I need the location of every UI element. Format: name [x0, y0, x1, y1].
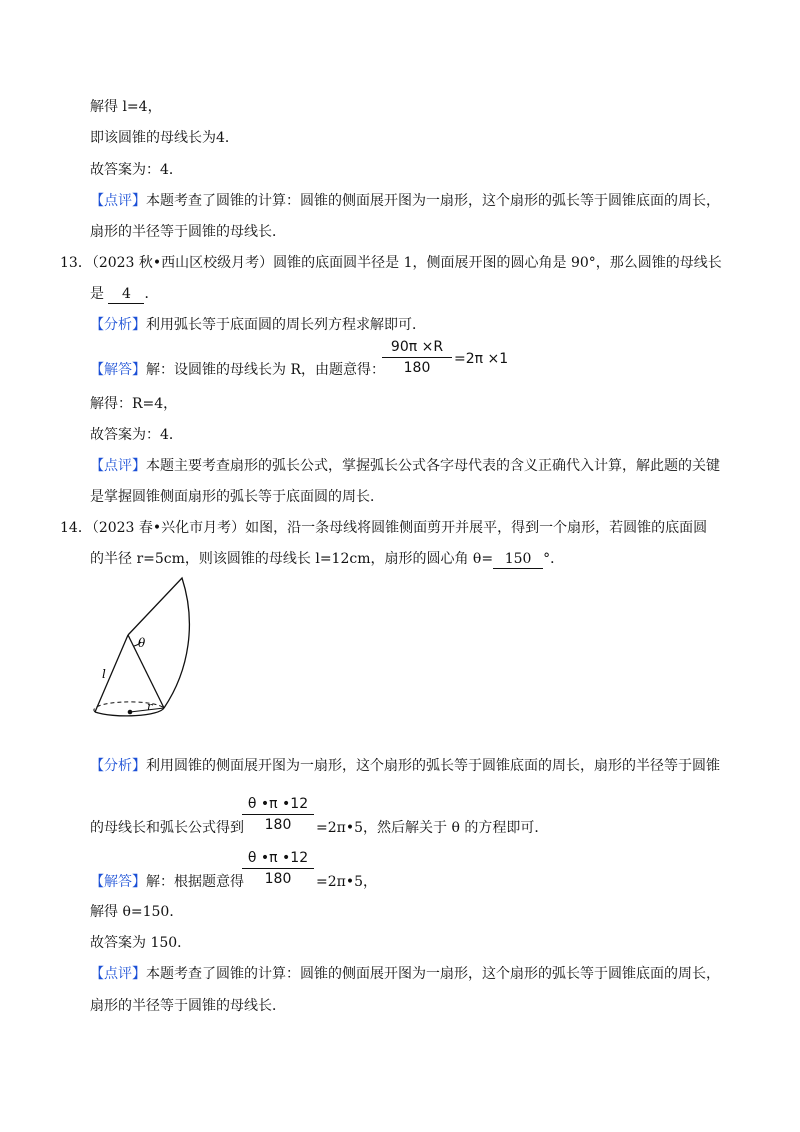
- cone-side: [128, 635, 164, 708]
- solution-line: [90, 360, 385, 380]
- answer-suffix: °．: [543, 551, 565, 567]
- comment-line: 扇形的半径等于圆锥的母线长．: [90, 998, 286, 1014]
- solution-line: =2π•5，: [316, 874, 378, 890]
- question-14-answer-line: [90, 549, 564, 569]
- fraction-numerator: θ •π •12: [247, 850, 309, 866]
- fraction: [382, 338, 452, 377]
- answer-prefix: 是: [90, 286, 104, 302]
- question-number: 13．: [60, 255, 92, 271]
- fraction-bar: [242, 868, 314, 869]
- fraction: [242, 849, 314, 888]
- text-line: 扇形的半径等于圆锥的母线长．: [90, 224, 286, 240]
- fraction-numerator: 90π ×R: [390, 339, 444, 355]
- solution-text: 解：设圆锥的母线长为 R，由题意得：: [146, 362, 385, 378]
- text-line: 故答案为：4．: [90, 162, 183, 178]
- text-line: 即该圆锥的母线长为4．: [90, 130, 239, 146]
- comment-tag: 【点评】: [90, 966, 146, 982]
- solution-text: 解：根据题意得: [146, 874, 244, 890]
- fraction-denominator: 180: [403, 360, 431, 376]
- comment-text: 本题主要考查扇形的弧长公式，掌握弧长公式各字母代表的含义正确代入计算，解此题的关键: [146, 458, 720, 474]
- comment-line: [90, 456, 720, 476]
- question-text: （2023 秋•西山区校级月考）圆锥的底面圆半径是 1，侧面展开图的圆心角是 90°，那么圆锥的母线长: [91, 255, 722, 271]
- comment-tag: 【点评】: [90, 193, 146, 209]
- solution-line: [90, 872, 244, 892]
- text-line: 解得 l=4，: [90, 99, 162, 115]
- comment-line: [90, 964, 720, 984]
- solution-tag: 【解答】: [90, 874, 146, 890]
- result-line: 故答案为：4．: [90, 427, 183, 443]
- fraction: [242, 795, 314, 834]
- cone-generatrix: [95, 635, 128, 712]
- answer-blank: 4: [108, 285, 144, 304]
- solution-tag: 【解答】: [90, 362, 146, 378]
- question-13-stem: [60, 253, 722, 273]
- analysis-text: 利用弧长等于底面圆的周长列方程求解即可．: [146, 317, 426, 333]
- comment-line: [90, 191, 720, 211]
- fraction-denominator: 180: [264, 817, 292, 833]
- result-line: 解得：R=4，: [90, 396, 178, 412]
- question-14-stem: [60, 518, 707, 538]
- comment-line: 是掌握圆锥侧面扇形的弧长等于底面圆的周长．: [90, 489, 384, 505]
- answer-suffix: ．: [144, 286, 159, 302]
- formula-rhs: =2π ×1: [454, 351, 509, 367]
- base-center: [128, 710, 133, 715]
- fraction-bar: [242, 814, 314, 815]
- result-line: 故答案为 150．: [90, 935, 192, 951]
- result-line: 解得 θ=150．: [90, 904, 184, 920]
- fraction-denominator: 180: [264, 871, 292, 887]
- label-theta: θ: [138, 636, 146, 650]
- comment-text: 本题考查了圆锥的计算：圆锥的侧面展开图为一扇形，这个扇形的弧长等于圆锥底面的周长，: [146, 193, 720, 209]
- comment-text: 本题考查了圆锥的计算：圆锥的侧面展开图为一扇形，这个扇形的弧长等于圆锥底面的周长，: [146, 966, 720, 982]
- answer-prefix: 的半径 r=5cm，则该圆锥的母线长 l=12cm，扇形的圆心角 θ=: [90, 551, 494, 567]
- analysis-text: 利用圆锥的侧面展开图为一扇形，这个扇形的弧长等于圆锥底面的周长，扇形的半径等于圆锥: [146, 758, 720, 774]
- question-13-answer-line: [90, 284, 158, 304]
- analysis-line: 的母线长和弧长公式得到: [90, 820, 244, 836]
- analysis-tag: 【分析】: [90, 758, 146, 774]
- analysis-line: [90, 315, 426, 335]
- fraction-numerator: θ •π •12: [247, 796, 309, 812]
- label-l: l: [102, 667, 106, 681]
- answer-blank: 150: [493, 550, 543, 569]
- analysis-line: [90, 756, 720, 776]
- analysis-tag: 【分析】: [90, 317, 146, 333]
- question-number: 14．: [60, 520, 92, 536]
- cone-sector-figure: [85, 570, 255, 730]
- label-r: r: [147, 700, 153, 713]
- comment-tag: 【点评】: [90, 458, 146, 474]
- question-text: （2023 春•兴化市月考）如图，沿一条母线将圆锥侧面剪开并展平，得到一个扇形，若圆锥的底面圆: [91, 520, 708, 536]
- analysis-line: =2π•5，然后解关于 θ 的方程即可．: [316, 820, 549, 836]
- fraction-bar: [382, 357, 452, 358]
